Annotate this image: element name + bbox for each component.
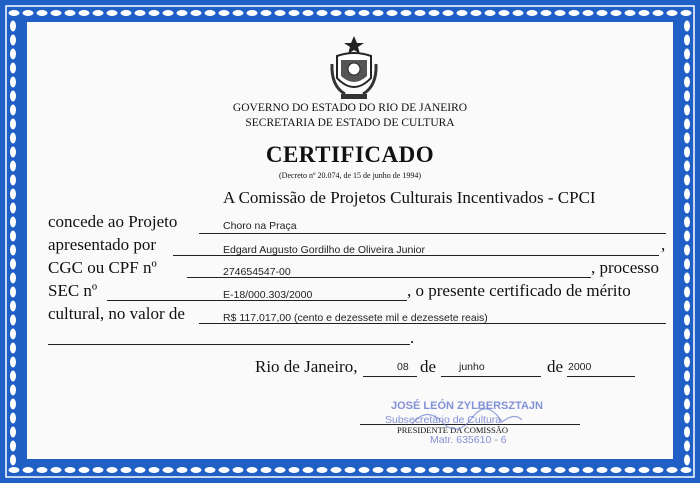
border-link — [684, 258, 691, 270]
border-link — [684, 118, 691, 130]
border-link — [10, 454, 17, 466]
border-link — [372, 10, 384, 17]
border-link — [218, 10, 230, 17]
border-link — [10, 104, 17, 116]
secretariat-line: SECRETARIA DE ESTADO DE CULTURA — [245, 117, 455, 129]
border-link — [162, 10, 174, 17]
border-link — [358, 467, 370, 474]
border-link — [10, 426, 17, 438]
border-link — [684, 412, 691, 424]
border-link — [92, 467, 104, 474]
year-line — [567, 376, 635, 377]
border-link — [596, 467, 608, 474]
border-link — [484, 467, 496, 474]
border-link — [526, 10, 538, 17]
decree-note: (Decreto nº 20.074, de 15 de junho de 1994) — [279, 171, 421, 180]
border-link — [638, 10, 650, 17]
border-link — [684, 286, 691, 298]
government-line: GOVERNO DO ESTADO DO RIO DE JANEIRO — [232, 102, 468, 114]
border-link — [358, 10, 370, 17]
border-link — [64, 467, 76, 474]
label-sec: SEC nº — [48, 281, 98, 300]
border-link — [684, 62, 691, 74]
border-link — [302, 10, 314, 17]
border-link — [134, 10, 146, 17]
border-link — [624, 467, 636, 474]
border-link — [10, 300, 17, 312]
border-link — [684, 132, 691, 144]
border-link — [10, 160, 17, 172]
border-link — [470, 467, 482, 474]
border-link — [554, 10, 566, 17]
border-link — [10, 90, 17, 102]
border-link — [316, 467, 328, 474]
border-link — [498, 10, 510, 17]
border-link — [10, 384, 17, 396]
border-link — [10, 342, 17, 354]
border-link — [288, 467, 300, 474]
border-link — [10, 412, 17, 424]
border-link — [176, 10, 188, 17]
border-link — [344, 467, 356, 474]
border-link — [260, 10, 272, 17]
border-link — [204, 10, 216, 17]
border-link — [92, 10, 104, 17]
border-link — [568, 467, 580, 474]
border-link — [218, 467, 230, 474]
border-link — [330, 467, 342, 474]
border-link — [10, 48, 17, 60]
border-link — [148, 467, 160, 474]
border-link — [10, 272, 17, 284]
border-link — [684, 90, 691, 102]
border-link — [684, 300, 691, 312]
border-link — [596, 10, 608, 17]
border-link — [684, 440, 691, 452]
border-link — [400, 10, 412, 17]
border-link — [442, 467, 454, 474]
border-link — [302, 467, 314, 474]
border-link — [10, 230, 17, 242]
border-link — [372, 467, 384, 474]
border-link — [684, 342, 691, 354]
border-link — [10, 174, 17, 186]
border-link — [22, 467, 34, 474]
border-link — [684, 188, 691, 200]
border-link — [274, 10, 286, 17]
border-link — [50, 467, 62, 474]
border-link — [10, 132, 17, 144]
date-city: Rio de Janeiro, — [255, 357, 358, 376]
border-link — [638, 467, 650, 474]
border-link — [10, 34, 17, 46]
border-link — [456, 10, 468, 17]
border-link — [498, 467, 510, 474]
period: . — [410, 328, 415, 347]
border-link — [148, 10, 160, 17]
cgc-value: 274654547-00 — [223, 266, 291, 278]
stamp-name: JOSÉ LEÓN ZYLBERSZTAJN — [391, 400, 543, 412]
border-link — [190, 10, 202, 17]
valor-value: R$ 117.017,00 (cento e dezessete mil e dezessete reais) — [223, 312, 488, 324]
comma: , — [661, 235, 666, 254]
border-link — [610, 10, 622, 17]
certificate-paper — [27, 22, 673, 459]
border-link — [10, 146, 17, 158]
projeto-value: Choro na Praça — [223, 220, 297, 232]
border-link — [10, 314, 17, 326]
border-link — [684, 272, 691, 284]
border-link — [684, 384, 691, 396]
border-link — [652, 10, 664, 17]
border-link — [10, 216, 17, 228]
border-link — [684, 48, 691, 60]
border-link — [232, 467, 244, 474]
border-link — [106, 467, 118, 474]
border-link — [10, 440, 17, 452]
border-link — [684, 314, 691, 326]
border-link — [10, 188, 17, 200]
signature-scribble — [407, 404, 527, 434]
border-link — [10, 258, 17, 270]
border-link — [120, 467, 132, 474]
border-link — [10, 328, 17, 340]
border-link — [120, 10, 132, 17]
border-link — [684, 356, 691, 368]
border-link — [134, 467, 146, 474]
border-link — [50, 10, 62, 17]
border-link — [554, 467, 566, 474]
border-link — [568, 10, 580, 17]
border-link — [260, 467, 272, 474]
border-link — [316, 10, 328, 17]
border-link — [680, 467, 692, 474]
date-day: 08 — [397, 361, 409, 373]
border-link — [684, 34, 691, 46]
border-link — [610, 467, 622, 474]
border-link — [684, 370, 691, 382]
label-projeto: concede ao Projeto — [48, 212, 178, 231]
date-year: 2000 — [568, 361, 592, 373]
coat-of-arms-icon — [329, 34, 379, 108]
border-link — [428, 10, 440, 17]
border-link — [526, 467, 538, 474]
border-link — [36, 10, 48, 17]
day-line — [363, 376, 417, 377]
sec-value: E-18/000.303/2000 — [223, 289, 313, 301]
border-link — [344, 10, 356, 17]
border-link — [10, 286, 17, 298]
border-link — [78, 10, 90, 17]
border-link — [684, 76, 691, 88]
signature-caption: PRESIDENTE DA COMISSÃO — [397, 425, 508, 435]
border-link — [274, 467, 286, 474]
border-link — [10, 398, 17, 410]
border-link — [512, 467, 524, 474]
date-de2: de — [547, 357, 564, 376]
border-link — [386, 467, 398, 474]
border-link — [684, 160, 691, 172]
border-link — [582, 10, 594, 17]
border-link — [624, 10, 636, 17]
apresentado-value: Edgard Augusto Gordilho de Oliveira Junior — [223, 244, 425, 256]
border-link — [680, 10, 692, 17]
border-link — [540, 467, 552, 474]
border-link — [10, 370, 17, 382]
border-link — [512, 10, 524, 17]
date-month: junho — [459, 361, 485, 373]
label-merito: , o presente certificado de mérito — [407, 281, 631, 300]
border-link — [36, 467, 48, 474]
commission-line: A Comissão de Projetos Culturais Incentivados - CPCI — [223, 188, 596, 207]
border-link — [684, 174, 691, 186]
border-link — [10, 118, 17, 130]
border-link — [190, 467, 202, 474]
border-link — [442, 10, 454, 17]
border-link — [684, 454, 691, 466]
border-link — [684, 398, 691, 410]
border-link — [162, 467, 174, 474]
border-link — [684, 20, 691, 32]
border-link — [78, 467, 90, 474]
label-valor: cultural, no valor de — [48, 304, 185, 323]
border-link — [10, 76, 17, 88]
border-link — [428, 467, 440, 474]
border-link — [10, 356, 17, 368]
border-link — [470, 10, 482, 17]
border-link — [684, 216, 691, 228]
label-cgc: CGC ou CPF nº — [48, 258, 157, 277]
border-link — [10, 244, 17, 256]
border-link — [64, 10, 76, 17]
border-link — [684, 104, 691, 116]
border-link — [666, 467, 678, 474]
border-link — [414, 10, 426, 17]
label-apresentado: apresentado por — [48, 235, 157, 254]
border-link — [582, 467, 594, 474]
border-link — [414, 467, 426, 474]
border-link — [22, 10, 34, 17]
date-de1: de — [420, 357, 437, 376]
border-link — [684, 230, 691, 242]
border-link — [176, 467, 188, 474]
border-link — [456, 467, 468, 474]
border-link — [330, 10, 342, 17]
border-link — [666, 10, 678, 17]
continuation-line — [48, 344, 410, 345]
border-link — [10, 202, 17, 214]
border-link — [484, 10, 496, 17]
border-link — [232, 10, 244, 17]
border-link — [386, 10, 398, 17]
border-link — [400, 467, 412, 474]
border-link — [684, 426, 691, 438]
projeto-line — [199, 233, 666, 234]
border-link — [204, 467, 216, 474]
stamp-mat: Matr. 635610 - 6 — [430, 434, 507, 446]
border-link — [106, 10, 118, 17]
month-line — [441, 376, 541, 377]
stamp-role: Subsecretário de Cultura — [385, 414, 502, 426]
border-link — [684, 328, 691, 340]
border-link — [652, 467, 664, 474]
border-link — [246, 467, 258, 474]
border-link — [8, 10, 20, 17]
border-link — [684, 202, 691, 214]
page-title: CERTIFICADO — [265, 142, 435, 167]
border-link — [540, 10, 552, 17]
border-link — [8, 467, 20, 474]
border-link — [10, 62, 17, 74]
border-link — [288, 10, 300, 17]
border-link — [246, 10, 258, 17]
label-processo: , processo — [591, 258, 659, 277]
border-link — [10, 20, 17, 32]
border-link — [684, 244, 691, 256]
border-link — [684, 146, 691, 158]
